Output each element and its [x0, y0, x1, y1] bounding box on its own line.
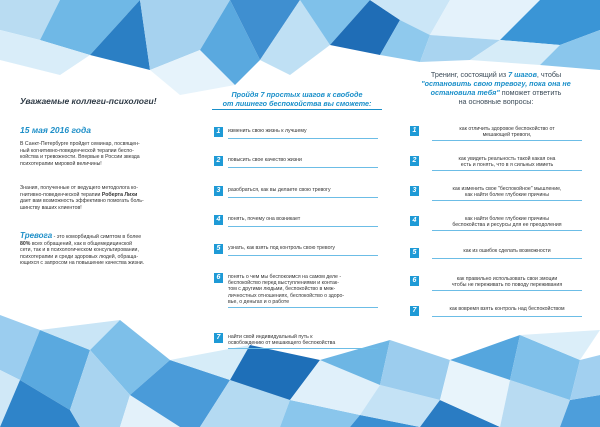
step-number: 3	[214, 186, 223, 196]
step-number: 5	[214, 244, 223, 254]
question-divider	[432, 290, 582, 291]
step-divider	[228, 226, 378, 227]
question-text: как вовремя взять контроль над беспокойством	[449, 306, 565, 312]
step-number: 6	[214, 273, 223, 283]
question-number: 4	[410, 216, 419, 226]
question-divider	[432, 170, 582, 171]
anxiety-word: Тревога	[20, 231, 53, 240]
anxiety-paragraph: Тревога - это коморбидный симптом в более 80% всех обращений, как в общемедицинской сети, так и в психологическом консультировании, психотерапии и среди здоровых людей, обраща- ющихся с запросом на повышение качества жизни.	[20, 231, 145, 267]
step-text: понять о чем мы беспокоимся на самом деле - беспокойство перед выступлениями и контак- том с другими людьми, беспокойство в меж- личностных отношениях, беспокойство о здоро- вье, о деньгах и о работе	[228, 274, 345, 305]
question-divider	[432, 200, 582, 201]
step-text: найти свой индивидуальный путь к освобождению от мешающего беспокойства	[228, 334, 336, 347]
step-number: 7	[214, 333, 223, 343]
steps-heading-underline	[212, 109, 382, 110]
event-date: 15 мая 2016 года	[20, 125, 91, 135]
question-text: как из ошибок сделать возможности	[463, 248, 551, 254]
question-text: как отличить здоровое беспокойство от мешающей тревоги,	[459, 126, 555, 139]
step-divider	[228, 167, 378, 168]
question-number: 7	[410, 306, 419, 316]
question-number: 5	[410, 248, 419, 258]
intro-paragraph: В Санкт-Петербурге пройдет семинар, посвящен- ный когнитивно-поведенческой терапии беспо- койства и тревожности. Впервые в России звезда психотерапии мировой величины!	[20, 141, 140, 167]
step-text: изменить свою жизнь к лучшему	[228, 128, 307, 134]
question-divider	[432, 316, 582, 317]
question-number: 6	[410, 276, 419, 286]
question-number: 2	[410, 156, 419, 166]
step-divider	[228, 197, 378, 198]
step-number: 2	[214, 156, 223, 166]
question-divider	[432, 258, 582, 259]
step-text: узнать, как взять под контроль свою тревогу	[228, 245, 336, 251]
question-number: 3	[410, 186, 419, 196]
step-divider	[228, 348, 378, 349]
step-text: понять, почему она возникает	[228, 216, 301, 222]
step-text: разобраться, как вы делаете свою тревогу	[228, 187, 331, 193]
question-text: как изменить свое "беспокойное" мышление, как найти более глубокие причины	[452, 186, 562, 199]
greeting-heading: Уважаемые коллеги-психологи!	[20, 96, 157, 106]
question-number: 1	[410, 126, 419, 136]
training-heading: Тренинг, состоящий из 7 шагов, чтобы "остановить свою тревогу, пока она не остановила тебя" поможет ответить на основные вопросы:	[421, 70, 571, 106]
question-text: как увидеть реальность такой какая она есть и понять, что в я сильных имиеть	[458, 156, 556, 169]
question-text: как правильно использовать свои эмоции чтобы не переживать по поводу переживания	[451, 276, 563, 289]
knowledge-paragraph: Знания, полученные от ведущего методолога ко- гнитивно-поведенческой терапии Роберта Лихи дает вам возможность эффективно помогать боль- шинству ваших клиентов!	[20, 185, 144, 211]
step-divider	[228, 255, 378, 256]
steps-heading: Пройдя 7 простых шагов к свободе от лишнего беспокойства вы сможете:	[222, 90, 372, 108]
percent-value: 80%	[20, 240, 31, 247]
step-number: 4	[214, 215, 223, 225]
question-divider	[432, 140, 582, 141]
question-divider	[432, 230, 582, 231]
step-divider	[228, 138, 378, 139]
step-text: повысить свое качество жизни	[228, 157, 302, 163]
step-divider	[228, 307, 378, 308]
step-number: 1	[214, 127, 223, 137]
question-text: как найти более глубокие причины беспокойства и ресурсы для ее преодоления	[452, 216, 562, 229]
speaker-name: Роберта Лихи	[101, 191, 138, 198]
